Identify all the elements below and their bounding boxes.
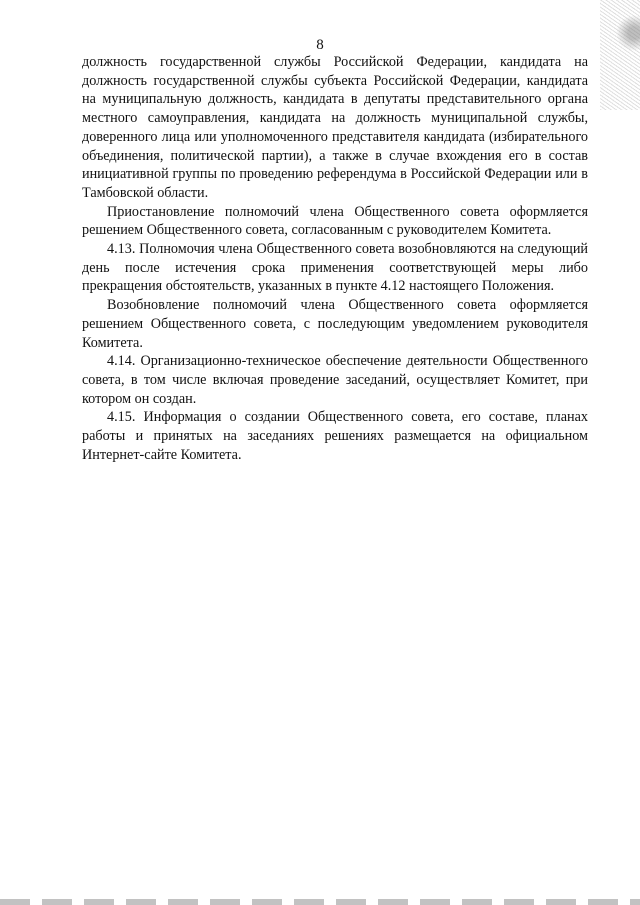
document-body: [82, 53, 588, 464]
paragraph-4-13: 4.13. Полномочия члена Общественного совета возобновляются на следующий день после истечения срока применения соответствующей меры либо прекращения обстоятельств, указанных в пункте 4.12 настоящего Положения.: [82, 241, 588, 295]
scan-artifact: [600, 0, 640, 110]
scan-artifact-bottom: [0, 899, 640, 905]
paragraph-suspension-formalization: Приостановление полномочий члена Общественного совета оформляется решением Общественного совета, согласованным с руководителем Комитета.: [82, 203, 588, 239]
page-number: 8: [316, 37, 324, 53]
paragraph-resumption-formalization: Возобновление полномочий члена Общественного совета оформляется решением Общественного совета, с последующим уведомлением руководителя Комитета.: [82, 297, 588, 351]
paragraph-4-14: 4.14. Организационно-техническое обеспечение деятельности Общественного совета, в том числе включая проведение заседаний, осуществляет Комитет, при котором он создан.: [82, 353, 588, 407]
paragraph-continuation: должность государственной службы Российской Федерации, кандидата на должность государственной службы субъекта Российской Федерации, кандидата на муниципальную должность, кандидата в депутаты представительного органа местного самоуправления, кандидата на должность муниципальной службы, доверенного лица или уполномоченного представителя кандидата (избирательного объединения, политической партии), а также в случае вхождения его в состав инициативной группы по проведению референдума в Российской Федерации или в Тамбовской области.: [82, 54, 588, 201]
paragraph-4-15: 4.15. Информация о создании Общественного совета, его составе, планах работы и принятых на заседаниях решениях размещается на официальном Интернет-сайте Комитета.: [82, 409, 588, 463]
